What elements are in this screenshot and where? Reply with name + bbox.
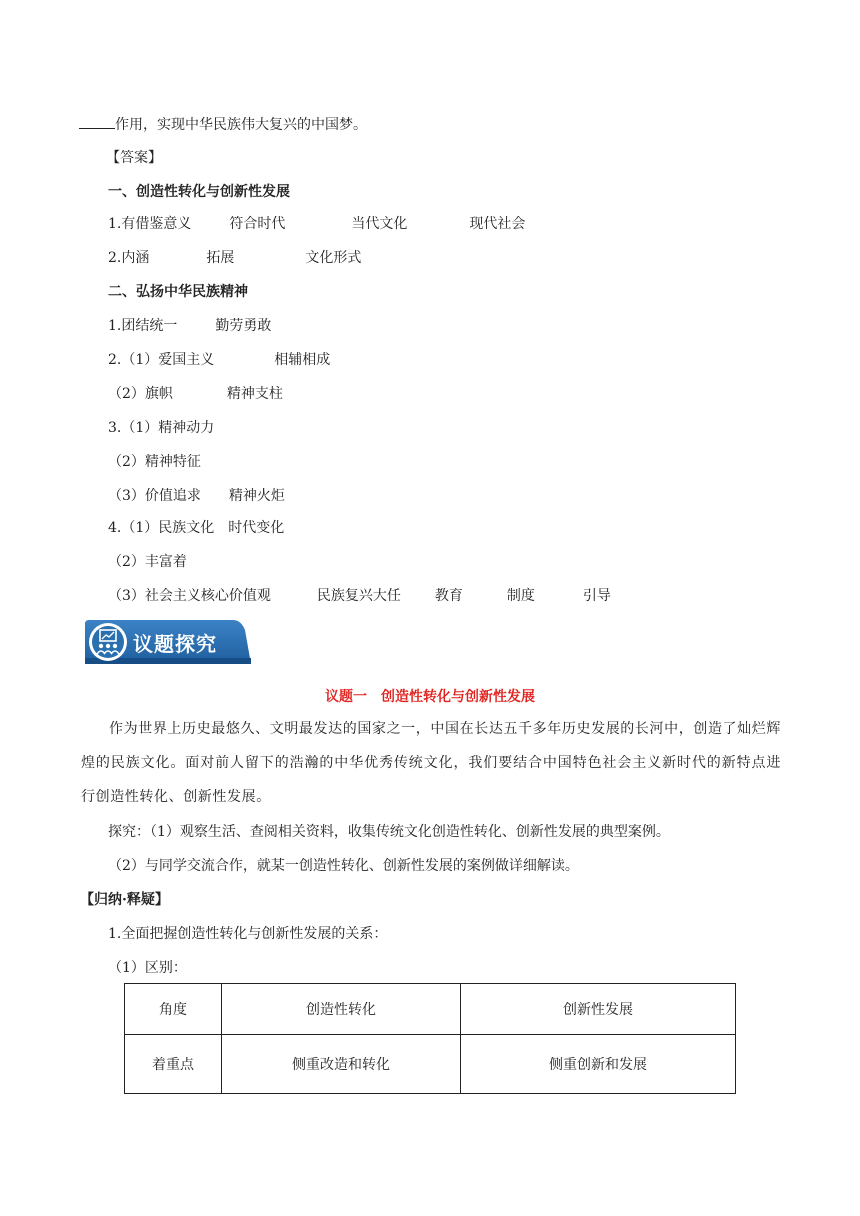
s2-item1: 1.团结统一 勤劳勇敢 bbox=[108, 318, 272, 334]
s1-item2: 2.内涵 拓展 文化形式 bbox=[108, 250, 362, 266]
s2-item2b: （2）旗帜 精神支柱 bbox=[108, 386, 283, 402]
table-cell: 侧重改造和转化 bbox=[222, 1035, 461, 1094]
difference-table bbox=[124, 983, 736, 1094]
s2-item4a: 4.（1）民族文化 时代变化 bbox=[108, 520, 285, 536]
intro-tail-text: 作用，实现中华民族伟大复兴的中国梦。 bbox=[115, 117, 367, 133]
explore-1: 探究：（1）观察生活、查阅相关资料，收集传统文化创造性转化、创新性发展的典型案例。 bbox=[108, 824, 670, 840]
table-header-cell: 创新性发展 bbox=[461, 984, 736, 1035]
table-cell: 侧重创新和发展 bbox=[461, 1035, 736, 1094]
table-row bbox=[125, 1035, 736, 1094]
issue-explore-banner bbox=[83, 618, 253, 666]
banner-label: 议题探究 bbox=[133, 632, 217, 656]
s2-item3c: （3）价值追求 精神火炬 bbox=[108, 488, 285, 504]
topic-paragraph: 作为世界上历史最悠久、文明最发达的国家之一，中国在长达五千多年历史发展的长河中，创造了灿烂辉煌的民族文化。面对前人留下的浩瀚的中华优秀传统文化，我们要结合中国特色社会主义新时代的新特点进行创造性转化、创新性发展。 bbox=[81, 721, 781, 805]
explore-2: （2）与同学交流合作，就某一创造性转化、创新性发展的案例做详细解读。 bbox=[108, 858, 579, 874]
s1-item1: 1.有借鉴意义 符合时代 当代文化 现代社会 bbox=[108, 216, 526, 232]
fill-blank bbox=[79, 114, 115, 129]
table-header-cell: 创造性转化 bbox=[222, 984, 461, 1035]
s2-item2: 2.（1）爱国主义 相辅相成 bbox=[108, 352, 331, 368]
table-cell: 着重点 bbox=[125, 1035, 222, 1094]
summary-item1: 1.全面把握创造性转化与创新性发展的关系： bbox=[108, 926, 388, 942]
section1-title: 一、创造性转化与创新性发展 bbox=[108, 184, 290, 200]
s2-item3a: 3.（1）精神动力 bbox=[108, 420, 215, 436]
topic-title: 议题一 创造性转化与创新性发展 bbox=[325, 689, 535, 705]
s2-item3b: （2）精神特征 bbox=[108, 454, 201, 470]
presentation-board-people-icon bbox=[93, 627, 123, 657]
summary-heading: 【归纳·释疑】 bbox=[80, 892, 169, 908]
answer-heading: 【答案】 bbox=[106, 150, 162, 166]
s2-item4b: （2）丰富着 bbox=[108, 554, 187, 570]
summary-sub1: （1）区别： bbox=[108, 960, 187, 976]
intro-tail-line bbox=[79, 114, 367, 135]
table-header-cell: 角度 bbox=[125, 984, 222, 1035]
section2-title: 二、弘扬中华民族精神 bbox=[108, 284, 248, 300]
s2-item4c: （3）社会主义核心价值观 民族复兴大任 教育 制度 引导 bbox=[108, 588, 611, 604]
table-header-row bbox=[125, 984, 736, 1035]
